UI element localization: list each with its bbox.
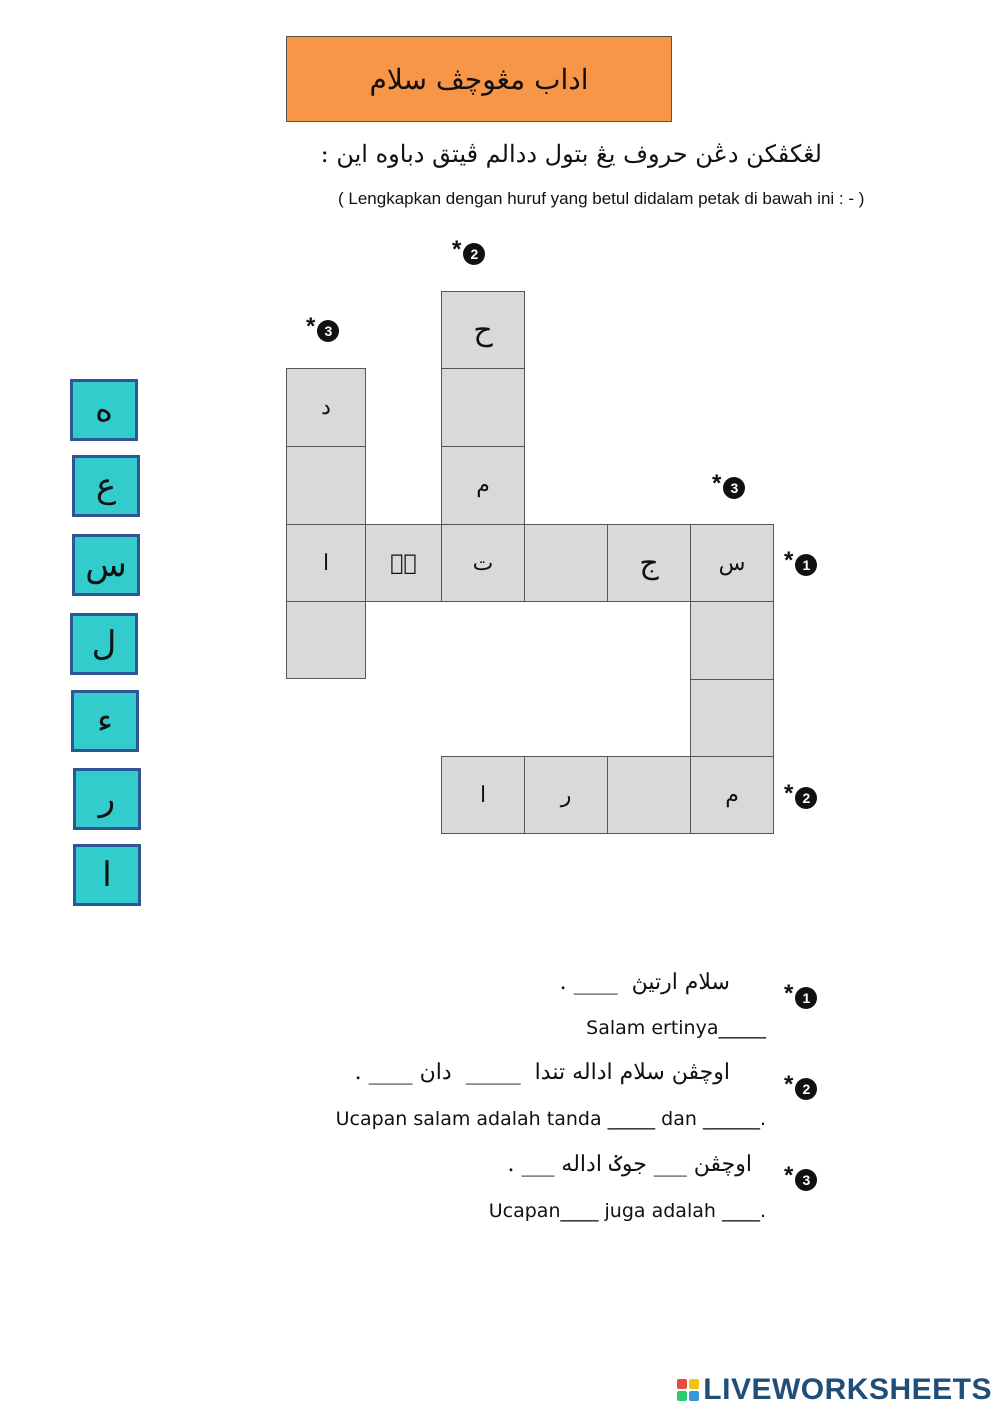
question-jawi: اوچڤن ___ جوݢ اداله ___ .: [507, 1152, 752, 1177]
grid-cell[interactable]: س: [690, 524, 774, 602]
number-badge: 1: [795, 554, 817, 576]
grid-cell[interactable]: ا: [286, 524, 366, 602]
grid-cell[interactable]: ر: [524, 756, 608, 834]
number-badge: 3: [723, 477, 745, 499]
clue-marker: [452, 236, 485, 266]
question-malay: Salam ertinya_____: [586, 1017, 766, 1039]
instruction-malay: ( Lengkapkan dengan huruf yang betul didalam petak di bawah ini : - ): [338, 189, 865, 208]
star-icon: *: [452, 236, 462, 263]
grid-cell[interactable]: ت: [441, 524, 525, 602]
grid-cell[interactable]: ا: [441, 756, 525, 834]
letter-tile[interactable]: ل: [70, 613, 138, 675]
grid-cell[interactable]: م: [441, 446, 525, 525]
liveworksheets-logo: [677, 1373, 992, 1407]
letter-tile[interactable]: ء: [71, 690, 139, 752]
letter-tile[interactable]: س: [72, 534, 140, 596]
clue-marker: [712, 470, 745, 500]
number-badge: 2: [463, 243, 485, 265]
star-icon: *: [784, 1162, 794, 1189]
worksheet-title: اداب مڠوچڤ سلام: [286, 36, 672, 122]
letter-tile[interactable]: ا: [73, 844, 141, 906]
question-malay: Ucapan salam adalah tanda _____ dan ______.: [335, 1108, 766, 1130]
number-badge: 1: [795, 987, 817, 1009]
grid-cell[interactable]: ح: [441, 291, 525, 369]
clue-marker: [784, 780, 817, 810]
grid-cell[interactable]: ر⃞: [365, 524, 442, 602]
number-badge: 2: [795, 1078, 817, 1100]
grid-cell[interactable]: [607, 756, 691, 834]
number-badge: 3: [317, 320, 339, 342]
grid-cell[interactable]: [690, 601, 774, 680]
letter-tile[interactable]: ع: [72, 455, 140, 517]
grid-cell[interactable]: [441, 368, 525, 447]
star-icon: *: [784, 547, 794, 574]
star-icon: *: [306, 313, 316, 340]
logo-icon: [677, 1379, 699, 1401]
grid-cell[interactable]: م: [690, 756, 774, 834]
letter-tile[interactable]: ر: [73, 768, 141, 830]
grid-cell[interactable]: ج: [607, 524, 691, 602]
star-icon: *: [784, 1071, 794, 1098]
star-icon: *: [784, 780, 794, 807]
star-icon: *: [784, 980, 794, 1007]
grid-cell[interactable]: [286, 601, 366, 679]
star-icon: *: [712, 470, 722, 497]
number-badge: 3: [795, 1169, 817, 1191]
clue-marker: [306, 313, 339, 343]
question-malay: Ucapan____ juga adalah ____.: [488, 1200, 766, 1222]
grid-cell[interactable]: [524, 524, 608, 602]
instruction-jawi: لڠکڤکن دڠن حروف يڠ بتول ددالم ڤيتق دباوه اين :: [320, 140, 822, 168]
clue-marker: [784, 547, 817, 577]
grid-cell[interactable]: [286, 446, 366, 525]
question-jawi: اوچڤن سلام اداله تندا _____ دان ____ .: [354, 1060, 730, 1085]
clue-marker: [784, 1162, 817, 1192]
clue-marker: [784, 1071, 817, 1101]
grid-cell[interactable]: [690, 679, 774, 757]
grid-cell[interactable]: د: [286, 368, 366, 447]
letter-tile[interactable]: ه: [70, 379, 138, 441]
question-jawi: سلام ارتيڽ ____ .: [559, 970, 730, 995]
brand-name: LIVEWORKSHEETS: [703, 1373, 992, 1406]
clue-marker: [784, 980, 817, 1010]
number-badge: 2: [795, 787, 817, 809]
